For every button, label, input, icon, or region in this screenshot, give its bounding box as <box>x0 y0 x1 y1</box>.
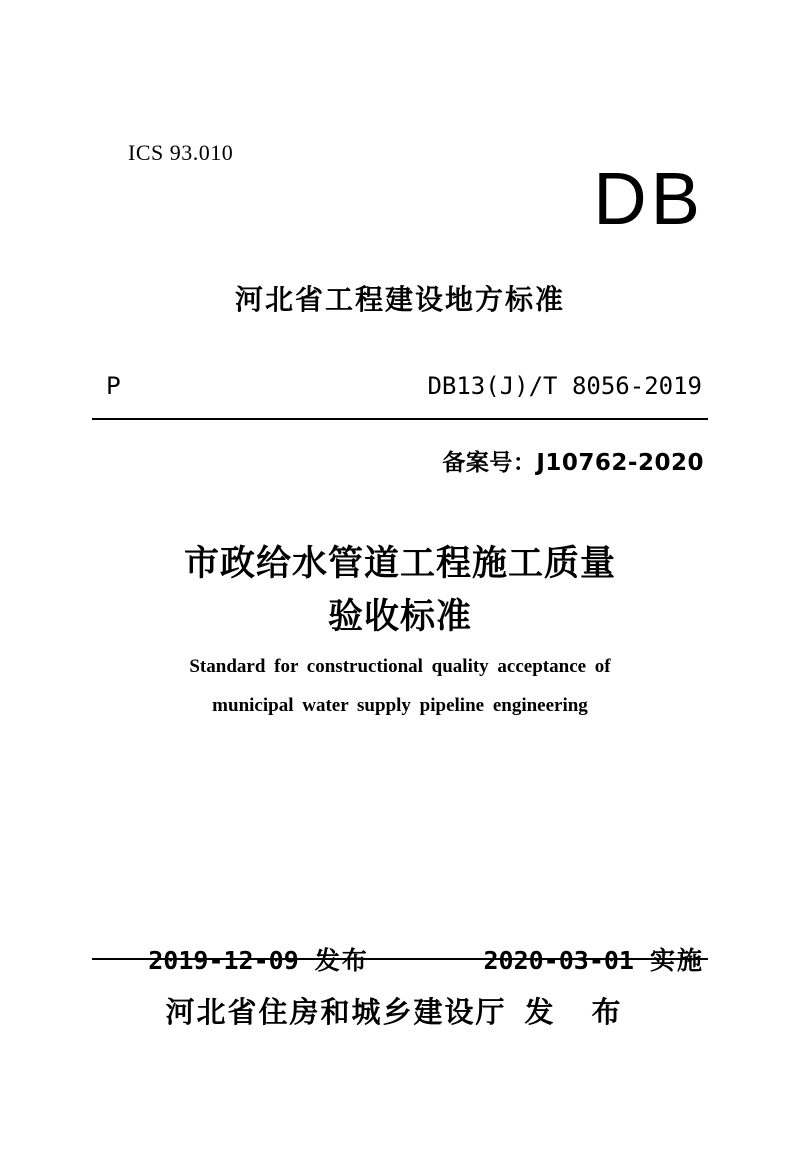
divider-top <box>92 418 708 420</box>
publisher-row <box>0 990 800 1031</box>
record-number: 备案号：J10762-2020 <box>442 450 704 476</box>
title-english <box>120 648 680 726</box>
issue-label: 发布 <box>314 946 369 975</box>
standard-code-row <box>96 372 704 400</box>
standard-type-heading: 河北省工程建设地方标准 <box>234 283 565 316</box>
divider-bottom <box>92 958 708 960</box>
db-mark-text: DB <box>593 157 704 240</box>
effective-date: 2020-03-01 <box>483 946 634 975</box>
standard-code: DB13(J)/T 8056-2019 <box>427 372 702 400</box>
ics-number: ICS 93.010 <box>128 140 234 165</box>
issue-date: 2019-12-09 <box>148 946 299 975</box>
title-chinese-line2: 验收标准 <box>327 595 472 637</box>
publisher-name: 河北省住房和城乡建设厅 <box>165 995 507 1029</box>
title-english-line1: Standard for constructional quality acceptance of <box>189 656 611 677</box>
classification-letter: P <box>106 372 121 400</box>
publisher-action: 发 布 <box>524 995 635 1029</box>
effective-label: 实施 <box>649 946 704 975</box>
title-chinese-line1: 市政给水管道工程施工质量 <box>183 543 616 584</box>
title-english-line2: municipal water supply pipeline engineering <box>212 694 588 716</box>
title-chinese <box>0 538 800 643</box>
